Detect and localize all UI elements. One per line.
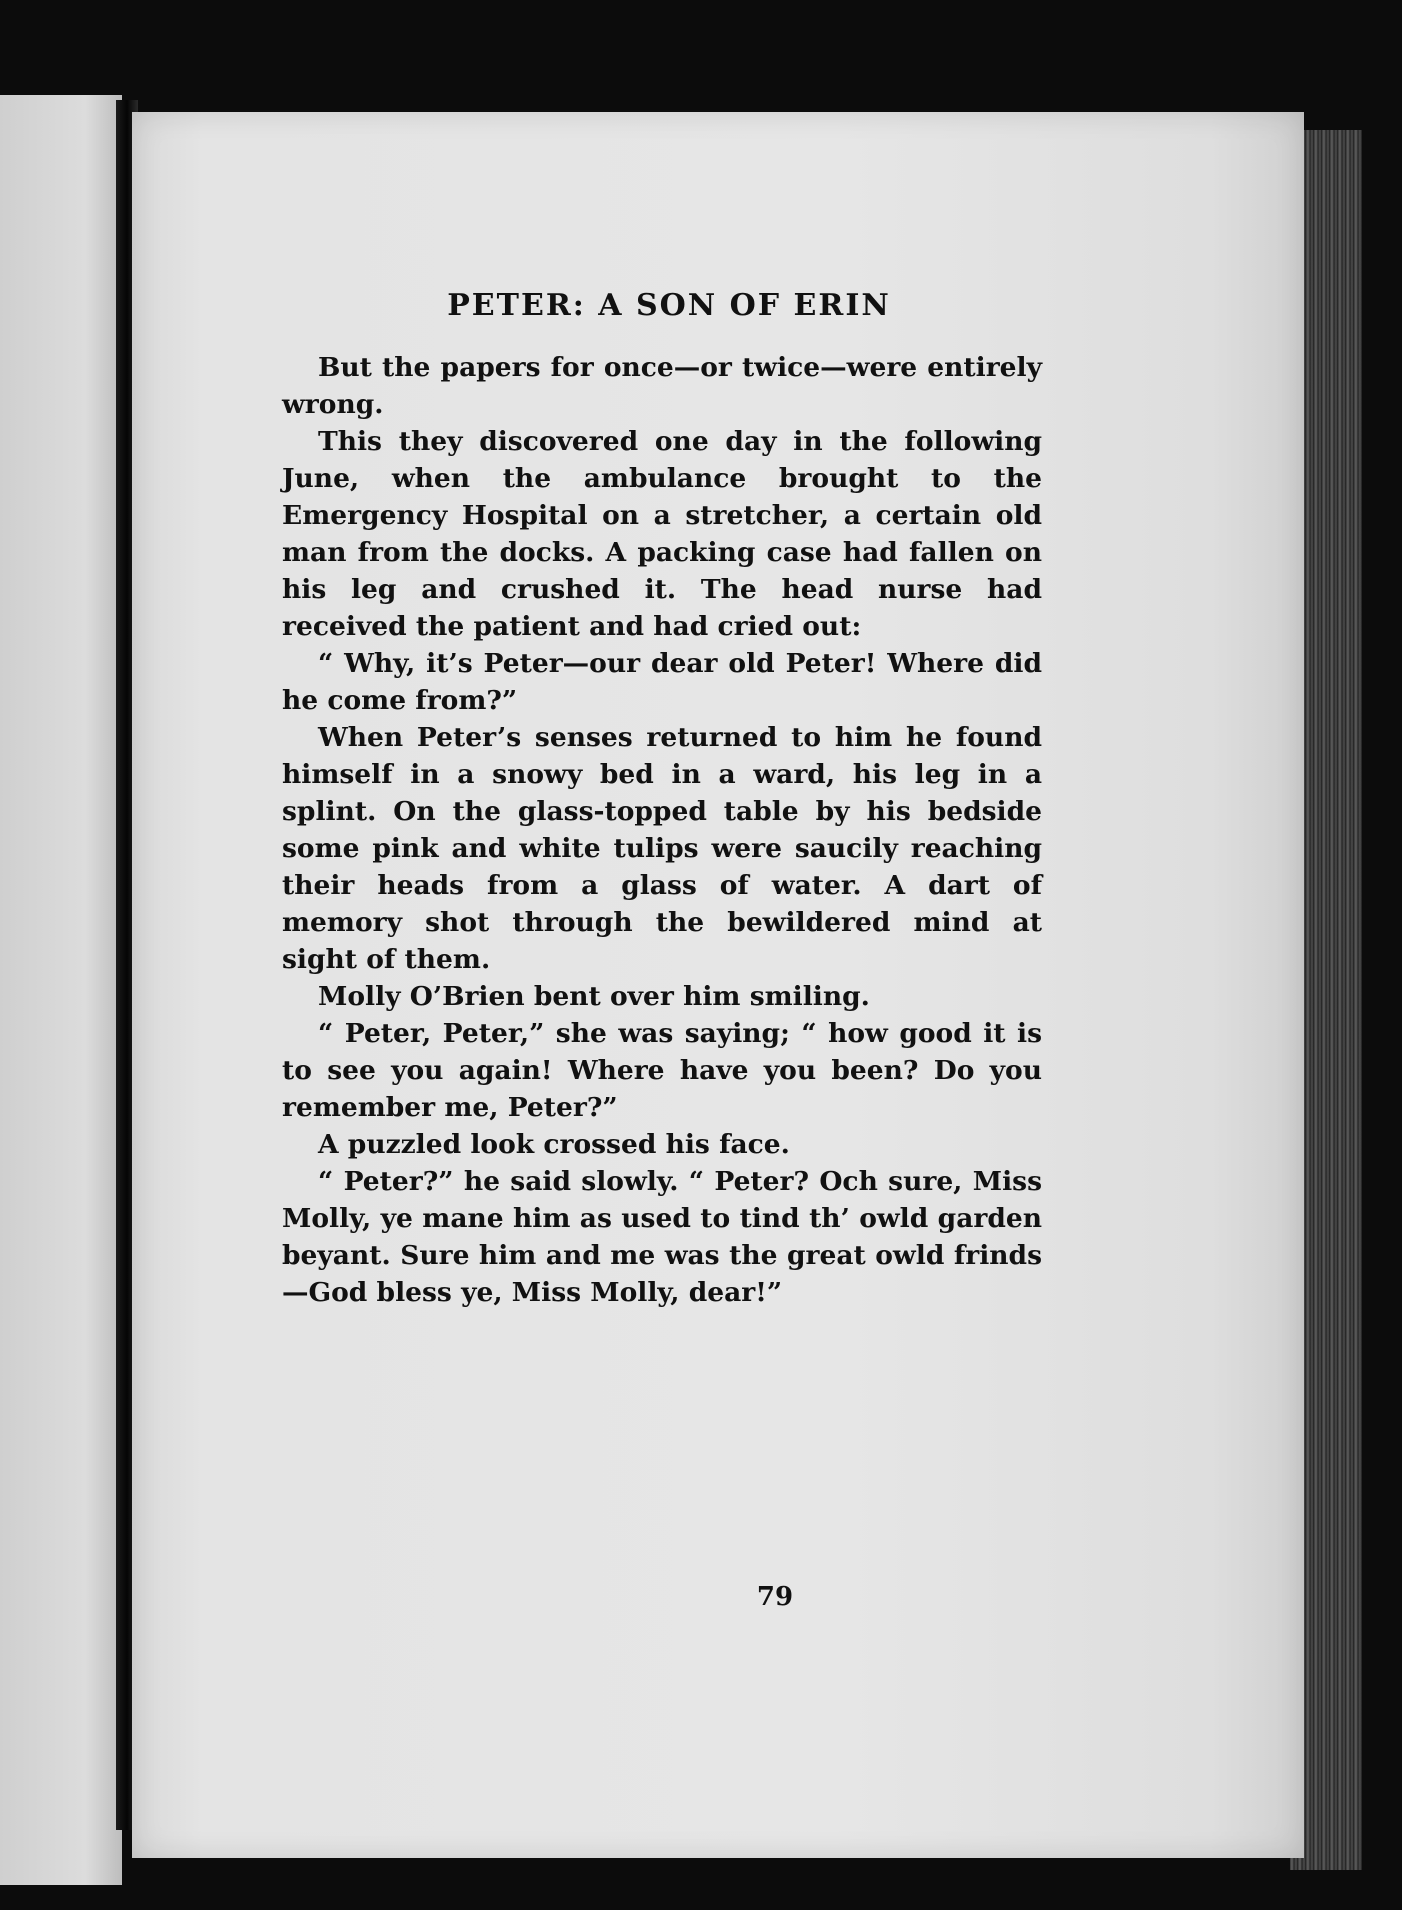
paragraph: “ Peter, Peter,” she was saying; “ how good it is to see you again! Where have you been? Do you remember me, Peter?” <box>282 1018 1042 1123</box>
page-text <box>282 288 1042 1311</box>
paragraph: When Peter’s senses returned to him he found himself in a snowy bed in a ward, his leg in a splint. On the glass-topped table by his bedside some pink and white tulips were saucily reaching their heads from a glass of water. A dart of memory shot through the bewildered mind at sight of them. <box>282 722 1042 975</box>
page-number: 79 <box>756 1582 794 1612</box>
paragraph: “ Peter?” he said slowly. “ Peter? Och sure, Miss Molly, ye mane him as used to tind th’ owld garden beyant. Sure him and me was the great owld frinds—God bless ye, Miss Molly, dear!” <box>282 1166 1042 1308</box>
paragraph: A puzzled look crossed his face. <box>318 1129 790 1160</box>
running-head: PETER: A SON OF ERIN <box>447 288 891 323</box>
book-page <box>132 112 1304 1858</box>
paragraph: This they discovered one day in the following June, when the ambulance brought to the Emergency Hospital on a stretcher, a certain old man from the docks. A packing case had fallen on his leg and crushed it. The head nurse had received the patient and had cried out: <box>282 426 1042 642</box>
paragraph: But the papers for once—or twice—were entirely wrong. <box>282 352 1042 420</box>
facing-page-edge <box>0 95 122 1885</box>
paragraph: Molly O’Brien bent over him smiling. <box>318 981 870 1012</box>
paragraph: “ Why, it’s Peter—our dear old Peter! Where did he come from?” <box>282 648 1042 716</box>
